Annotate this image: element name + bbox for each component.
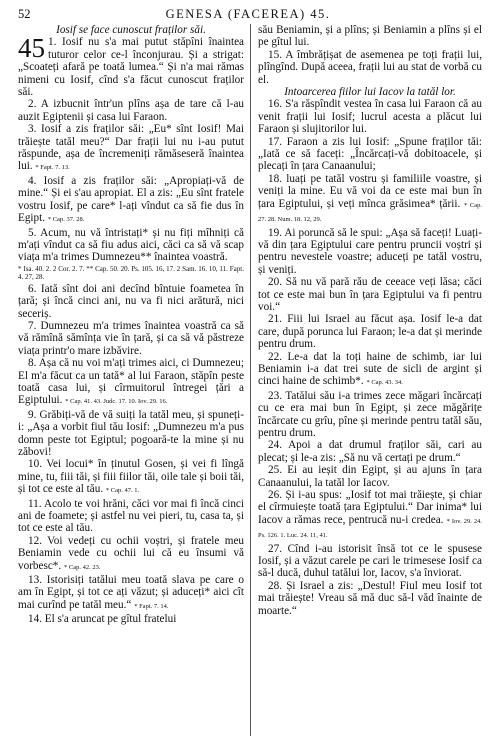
verse-paragraph (18, 123, 244, 175)
verse-text: 28. Și Israel a zis: „Destul! Fiul meu Iosif tot mai trăiește! Vreau să mă duc să-l văd înainte de moarte.“ (258, 579, 482, 617)
verse-paragraph (18, 175, 244, 227)
verse-text: 16. S'a răspîndit vestea în casa lui Faraon că au venit frații lui Iosif; lucrul acesta a plăcut lui Faraon și slujitorilor lui. (258, 98, 482, 136)
verse-paragraph (258, 489, 482, 543)
left-column (18, 24, 244, 736)
verse-paragraph (258, 464, 482, 489)
page-number: 52 (18, 7, 31, 21)
verse-paragraph (18, 320, 244, 357)
verse-reference: * Fapt. 7. 14. (134, 602, 169, 610)
verse-paragraph (258, 49, 482, 86)
verse-text: 5. Acum, nu vă întristați* și nu fiți mîhniți că m'ați vîndut ca să fiu adus aici, căci ca să vă scap viața m'a trimes Dumnezeu** înaintea voastră. (18, 226, 244, 264)
verse-text: 21. Fiii lui Israel au făcut așa. Iosif le-a dat care, după porunca lui Faraon; le-a dat și merinde pentru drum. (258, 313, 482, 351)
verse-paragraph (258, 24, 482, 49)
verse-paragraph (258, 543, 482, 580)
verse-text: 7. Dumnezeu m'a trimes înaintea voastră ca să vă rămînă sămînța vie în țară, și ca să vă păstreze viața printr'o mare izbăvire. (18, 319, 244, 357)
verse-text: 13. Istorisiți tatălui meu toată slava pe care o am în Egipt, și tot ce ați văzut; și aduceți* aici cît mai curînd pe tatăl meu.“ (18, 574, 244, 611)
verse-paragraph (258, 136, 482, 173)
page-header (18, 6, 478, 22)
verse-text: 1. Iosif nu s'a mai putut stăpîni înaintea tuturor celor ce-l înconjurau. Și a strigat: „Scoateți afară pe toată lumea.“ Și n'a mai rămas nimeni cu Iosif, cînd s'a făcut cunoscut fraților săi. (18, 36, 244, 99)
verse-text: 19. Ai poruncă să le spui: „Așa să faceți! Luați-vă din țara Egiptului care pentru pruncii voștri și pentru nevestele voastre; aduceți pe tatăl vostru, și veniți. (258, 226, 482, 276)
verse-reference: * Iov. 29. 24. Ps. 126. 1. Luc. 24. 11, 41. (258, 517, 482, 540)
verse-text: 24. Apoi a dat drumul fraților săi, cari au plecat; și le-a zis: „Să nu vă certați pe drum.“ (258, 439, 482, 464)
verse-paragraph (258, 173, 482, 227)
verse-paragraph (258, 580, 482, 617)
verse-text: 15. A îmbrățișat de asemenea pe toți frații lui, plîngînd. După aceea, frații lui au stat de vorbă cu el. (258, 48, 482, 86)
verse-paragraph (18, 283, 244, 320)
verse-paragraph (18, 535, 244, 574)
verse-text: 8. Așa că nu voi m'ați trimes aici, ci Dumnezeu; El m'a făcut ca un tată* al lui Faraon, stăpîn peste toată casa lui, și cîrmuitorul întregei țări a Egiptului. (18, 357, 244, 407)
verse-text: 12. Voi vedeți cu ochii voștri, și fratele meu Beniamin vede cu ochii lui că eu însumi vă vorbesc*. (18, 534, 244, 572)
verse-reference: * Cap. 43. 34. (366, 379, 403, 387)
verse-paragraph (258, 390, 482, 440)
verse-text: 4. Iosif a zis fraților săi: „Apropiați-vă de mine.“ Și ei s'au apropiat. El a zis: „Eu sînt fratele vostru Iosif, pe care* l-ați vîndut ca să fie dus în Egipt. (18, 174, 244, 225)
verse-paragraph (18, 409, 244, 459)
verse-paragraph (18, 227, 244, 264)
verse-paragraph (18, 613, 244, 625)
right-column (258, 24, 482, 736)
verse-reference: * Cap. 41. 43. Judc. 17. 10. Iov. 29. 16. (65, 398, 168, 406)
section-heading: Iosif se face cunoscut fraților săi. (56, 24, 206, 36)
chapter-opening-verse (18, 33, 244, 99)
verse-text: său Beniamin, și a plîns; și Beniamin a plîns și el pe gîtul lui. (258, 24, 482, 49)
verse-paragraph (258, 276, 482, 313)
chapter-number: 45 (18, 33, 45, 64)
verse-text: 20. Să nu vă pară rău de ceeace veți lăsa; căci tot ce este mai bun în țara Egiptului va fi pentru voi.“ (258, 276, 482, 313)
verse-text: 2. A izbucnit într'un plîns așa de tare că l-au auzit Egiptenii și casa lui Faraon. (18, 98, 244, 123)
verse-text: 26. Și i-au spus: „Iosif tot mai trăiește, și chiar el cîrmuiește toată țara Egiptului.“ Dar inima* lui Iacov a rămas rece, pentrucă nu-i credea. (258, 489, 482, 526)
verse-paragraph (258, 439, 482, 464)
verse-paragraph (18, 574, 244, 613)
verse-reference: * Cap. 37. 28. (47, 216, 85, 224)
verse-text: 17. Faraon a zis lui Iosif: „Spune fraților tăi: „Iată ce să faceți: „Încărcați-vă dobitoacele, și plecați în țara Canaanului; (258, 135, 482, 173)
verse-text: 18. luați pe tatăl vostru și familiile voastre, și veniți la mine. Eu vă voi da ce este mai bun în țara Egiptului, și veți mînca grăsimea* țării. (258, 172, 482, 210)
verse-text: 3. Iosif a zis fraților săi: „Eu* sînt Iosif! Mai trăiește tatăl meu?“ Dar frații lui nu i-au putut răspunde, așa de încremeniți rămăseseră înaintea lui. (18, 123, 244, 173)
verse-reference: * Cap. 47. 1. (105, 487, 140, 495)
verse-reference: * Cap. 27. 28. Num. 18. 12, 29. (258, 201, 482, 224)
running-title: GENESA (FACEREA) 45. (165, 7, 331, 21)
verse-paragraph (258, 98, 482, 135)
verse-paragraph (258, 351, 482, 390)
verse-text: 10. Vei locui* în ținutul Gosen, și vei fi lîngă mine, tu, fiii tăi, și fiii fiilor tăi, oile tale și boii tăi, și tot ce este al tău. (18, 458, 244, 496)
verse-text: 25. Ei au ieșit din Egipt, și au ajuns în țara Canaanului, la tatăl lor Iacov. (258, 464, 482, 489)
verse-reference: * Fapt. 7. 13. (35, 164, 70, 172)
verse-paragraph (18, 498, 244, 535)
verse-text: 14. El s'a aruncat pe gîtul fratelui (28, 613, 177, 626)
verse-text: 22. Le-a dat la toți haine de schimb, iar lui Beniamin i-a dat trei sute de sicli de argint și cinci haine de schimb*. (258, 350, 482, 388)
verse-paragraph (18, 98, 244, 123)
verse-paragraph (258, 313, 482, 350)
column-divider (250, 24, 251, 736)
section-heading: Intoarcerea fiilor lui Iacov la tatăl lor. (284, 86, 456, 99)
verse-paragraph (18, 458, 244, 497)
verse-paragraph (258, 227, 482, 277)
verse-text: 6. Iată sînt doi ani decînd bîntuie foametea în țară; și încă cinci ani, nu va fi nici arătură, nici seceriș. (18, 282, 244, 320)
verse-text: 9. Grăbiți-vă de vă suiți la tatăl meu, și spuneți-i: „Așa a vorbit fiul tău Iosif: „Dumnezeu m'a pus domn peste tot Egiptul; pogoară-te la mine și nu zăbovi! (18, 408, 244, 458)
cross-reference-footnote: * Isa. 40. 2. 2 Cor. 2. 7. ** Cap. 50. 20. Ps. 105. 16, 17. 2 Sam. 16. 10, 11. Fapt. 4. 27, 28. (18, 264, 244, 281)
verse-paragraph (18, 357, 244, 409)
verse-text: 27. Cînd i-au istorisit însă tot ce le spusese Iosif, și a văzut carele pe cari le trimesese Iosif ca să-l ducă, duhul tatălui lor, Iacov, s'a înviorat. (258, 542, 482, 580)
verse-reference: * Cap. 42. 23. (63, 563, 101, 571)
verse-text: 23. Tatălui său i-a trimes zece măgari încărcați cu ce era mai bun în Egipt, și zece măgărițe încărcate cu grîu, pîne și merinde pentru tatăl său, pentru drum. (258, 389, 482, 439)
verse-text: 11. Acolo te voi hrăni, căci vor mai fi încă cinci ani de foamete; și astfel nu vei pieri, tu, casa ta, și tot ce este al tău. (18, 497, 244, 535)
